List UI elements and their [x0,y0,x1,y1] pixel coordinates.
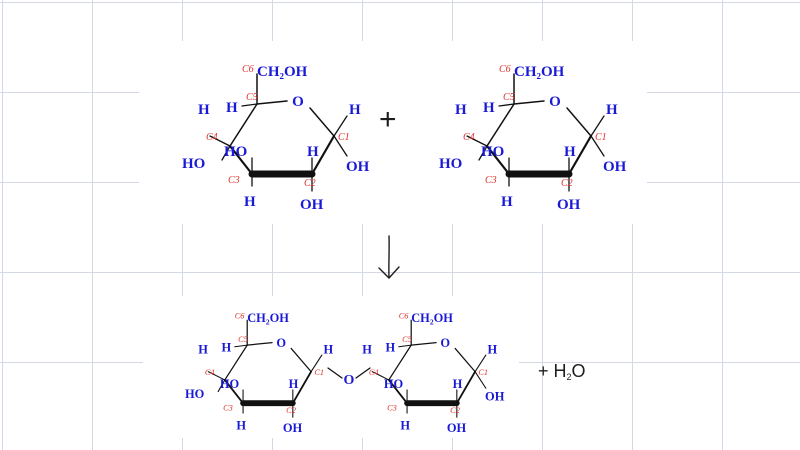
atom-label-h-c4: H [362,342,372,357]
atom-label-h-c5: H [221,340,232,355]
atom-label-ring-o: O [440,335,451,350]
atom-label-ho-c3-oh: HO [224,144,248,160]
ring-bond [399,345,411,347]
atom-label-ho-c3-oh: HO [481,144,505,160]
ring-bond [257,101,287,104]
ring-bond [567,108,591,136]
atom-label-h-c5: H [483,100,495,116]
ring-bond [242,104,257,106]
plus-sign: + [379,103,397,136]
atom-label-ch2oh: CH₂OH [257,64,308,80]
disaccharide-right-ring [332,297,507,438]
carbon-number-c1: C1 [478,367,489,377]
atom-label-ch2oh: CH₂OH [514,64,565,80]
atom-label-h-c4: H [198,102,210,118]
atom-label-ch2oh: CH₂OH [411,310,453,325]
glucose-molecule-1 [162,46,372,216]
atom-label-h-c1: H [323,342,334,357]
carbon-number-c2: C2 [286,406,296,416]
product-panel [143,296,519,438]
carbon-number-c4: C4 [463,132,475,143]
atom-label-oh-c2: OH [300,197,324,213]
atom-label-h-c3: H [400,418,411,433]
water-plus-h: + H [538,361,567,381]
atom-label-ho-c4: HO [185,387,205,402]
carbon-number-c6: C6 [242,64,254,75]
atom-label-h-c5: H [385,340,396,355]
atom-label-ch2oh: CH₂OH [247,310,289,325]
atom-label-h-c3-top: H [564,144,576,160]
carbon-number-c4: C4 [206,132,218,143]
atom-label-oh-c1: OH [485,389,505,404]
ring-bond [455,348,475,371]
carbon-number-c6: C6 [398,311,409,321]
ring-bond [235,345,247,347]
atom-label-h-c3-top: H [288,377,299,392]
carbon-number-c2: C2 [561,178,573,189]
carbon-number-c3: C3 [223,403,233,413]
carbon-number-c2: C2 [304,178,316,189]
atom-label-oh-c2: OH [557,197,581,213]
atom-label-ring-o: O [549,94,561,110]
water-subscript: 2 [566,372,572,382]
carbon-number-c5: C5 [402,334,412,344]
water-label [538,361,586,382]
ring-bond [514,101,544,104]
carbon-number-c1: C1 [595,132,607,143]
carbon-number-c5: C5 [238,334,248,344]
atom-label-oh-c1: OH [603,159,627,175]
atom-label-h-c5: H [226,100,238,116]
atom-label-h-c1: H [487,342,498,357]
ring-bond [499,104,514,106]
carbon-number-c6: C6 [234,311,245,321]
carbon-number-c3: C3 [228,175,240,186]
glucose-molecule-2 [419,46,629,216]
ring-bond [247,343,272,345]
atom-label-h-c1: H [349,102,361,118]
atom-label-ho-c4: HO [182,156,206,172]
carbon-number-c5: C5 [246,92,258,103]
carbon-number-c1: C1 [314,367,325,377]
atom-label-ring-o: O [292,94,304,110]
reaction-arrow-icon [374,232,404,284]
disaccharide-left-ring [168,297,343,438]
atom-label-oh-c2: OH [446,421,467,436]
atom-label-ho-c3-oh: HO [219,377,240,392]
atom-label-oh-c1: OH [346,159,370,175]
carbon-number-c6: C6 [499,64,511,75]
atom-label-h-c3: H [244,194,256,210]
ring-bond [310,108,334,136]
atom-label-ho-c3-oh: HO [383,377,404,392]
water-oxygen: O [571,361,586,381]
atom-label-h-c3: H [236,418,247,433]
carbon-number-c3: C3 [485,175,497,186]
carbon-number-c4: C4 [368,367,379,377]
atom-label-h-c3: H [501,194,513,210]
atom-label-oh-c2: OH [282,421,303,436]
atom-label-h-c3-top: H [452,377,463,392]
ring-bond [291,348,311,371]
carbon-number-c3: C3 [387,403,397,413]
atom-label-ring-o: O [276,335,287,350]
carbon-number-c5: C5 [503,92,515,103]
carbon-number-c2: C2 [450,406,460,416]
ring-bond [411,343,436,345]
atom-label-h-c4: H [198,342,208,357]
atom-label-h-c3-top: H [307,144,319,160]
glycosidic-oxygen: O [343,373,355,388]
atom-label-ho-c4: HO [439,156,463,172]
carbon-number-c4: C4 [204,367,215,377]
carbon-number-c1: C1 [338,132,350,143]
atom-label-h-c4: H [455,102,467,118]
atom-label-h-c1: H [606,102,618,118]
